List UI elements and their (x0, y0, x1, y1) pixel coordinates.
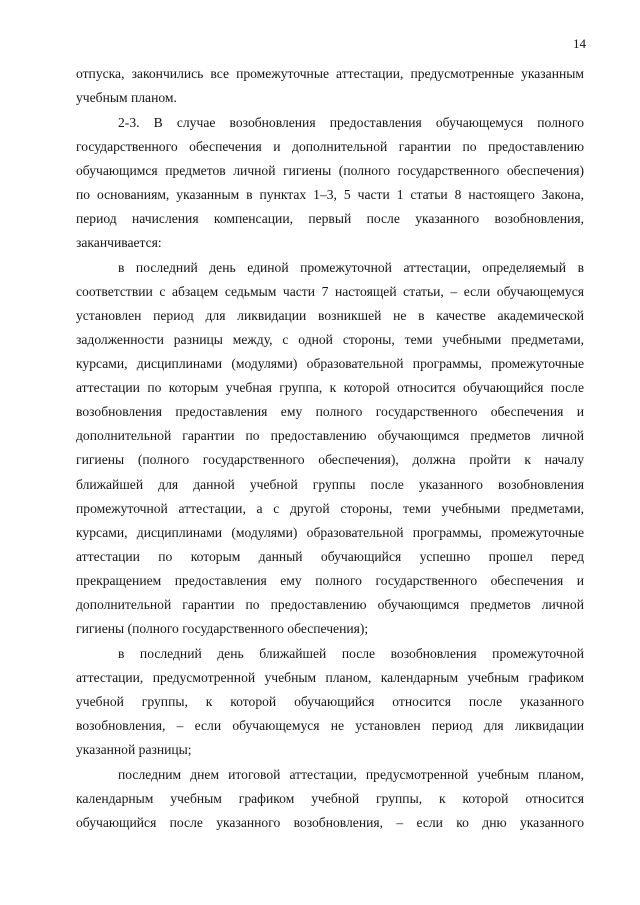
text-line: учебной группы, к которой обучающийся относится после указанного (76, 694, 584, 709)
text-line: соответствии с абзацем седьмым части 7 настоящей статьи, – если обучающемуся (76, 284, 584, 299)
text-line: обучающимся предметов личной гигиены (полного государственного обеспечения) (76, 163, 584, 178)
text-line: последним днем итоговой аттестации, предусмотренной учебным планом, (118, 767, 584, 782)
text-line: дополнительной гарантии по предоставлению обучающимся предметов личной (76, 597, 584, 612)
text-line: курсами, дисциплинами (модулями) образовательной программы, промежуточные (76, 356, 584, 371)
text-line: в последний день ближайшей после возобновления промежуточной (118, 646, 584, 661)
text-line: отпуска, закончились все промежуточные аттестации, предусмотренные указанным (76, 66, 584, 81)
text-line: указанной разницы; (76, 742, 192, 757)
text-line: ближайшей для данной учебной группы после указанного возобновления (76, 477, 584, 492)
text-line: гигиены (полного государственного обеспечения); (76, 621, 369, 636)
text-line: аттестации по которым учебная группа, к которой относится обучающийся после (76, 380, 584, 395)
text-line: аттестации, предусмотренной учебным планом, календарным учебным графиком (76, 670, 584, 685)
text-line: возобновления предоставления ему полного государственного обеспечения и (76, 404, 584, 419)
text-line: государственного обеспечения и дополнительной гарантии по предоставлению (76, 139, 584, 154)
text-line: курсами, дисциплинами (модулями) образовательной программы, промежуточные (76, 525, 584, 540)
text-line: установлен период для ликвидации возникшей не в качестве академической (76, 308, 584, 323)
text-line: аттестации по которым данный обучающийся успешно прошел перед (76, 549, 584, 564)
text-line: обучающийся после указанного возобновления, – если ко дню указанного (76, 815, 584, 830)
text-line: возобновления, – если обучающемуся не установлен период для ликвидации (76, 718, 584, 733)
text-line: задолженности разницы между, с одной стороны, теми учебными предметами, (76, 332, 584, 347)
text-line: прекращением предоставления ему полного государственного обеспечения и (76, 573, 584, 588)
text-line: заканчивается: (76, 235, 162, 250)
text-line: в последний день единой промежуточной аттестации, определяемый в (118, 260, 584, 275)
text-line: промежуточной аттестации, а с другой стороны, теми учебными предметами, (76, 501, 584, 516)
text-line: по основаниям, указанным в пунктах 1–3, 5 части 1 статьи 8 настоящего Закона, (76, 187, 584, 202)
text-line: период начисления компенсации, первый после указанного возобновления, (76, 211, 584, 226)
text-line: календарным учебным графиком учебной группы, к которой относится (76, 791, 584, 806)
text-line: учебным планом. (76, 90, 177, 105)
text-line: 2-3. В случае возобновления предоставления обучающемуся полного (118, 115, 584, 130)
text-line: дополнительной гарантии по предоставлению обучающимся предметов личной (76, 428, 584, 443)
page-number: 14 (573, 36, 586, 51)
text-line: гигиены (полного государственного обеспечения), должна пройти к началу (76, 452, 584, 467)
